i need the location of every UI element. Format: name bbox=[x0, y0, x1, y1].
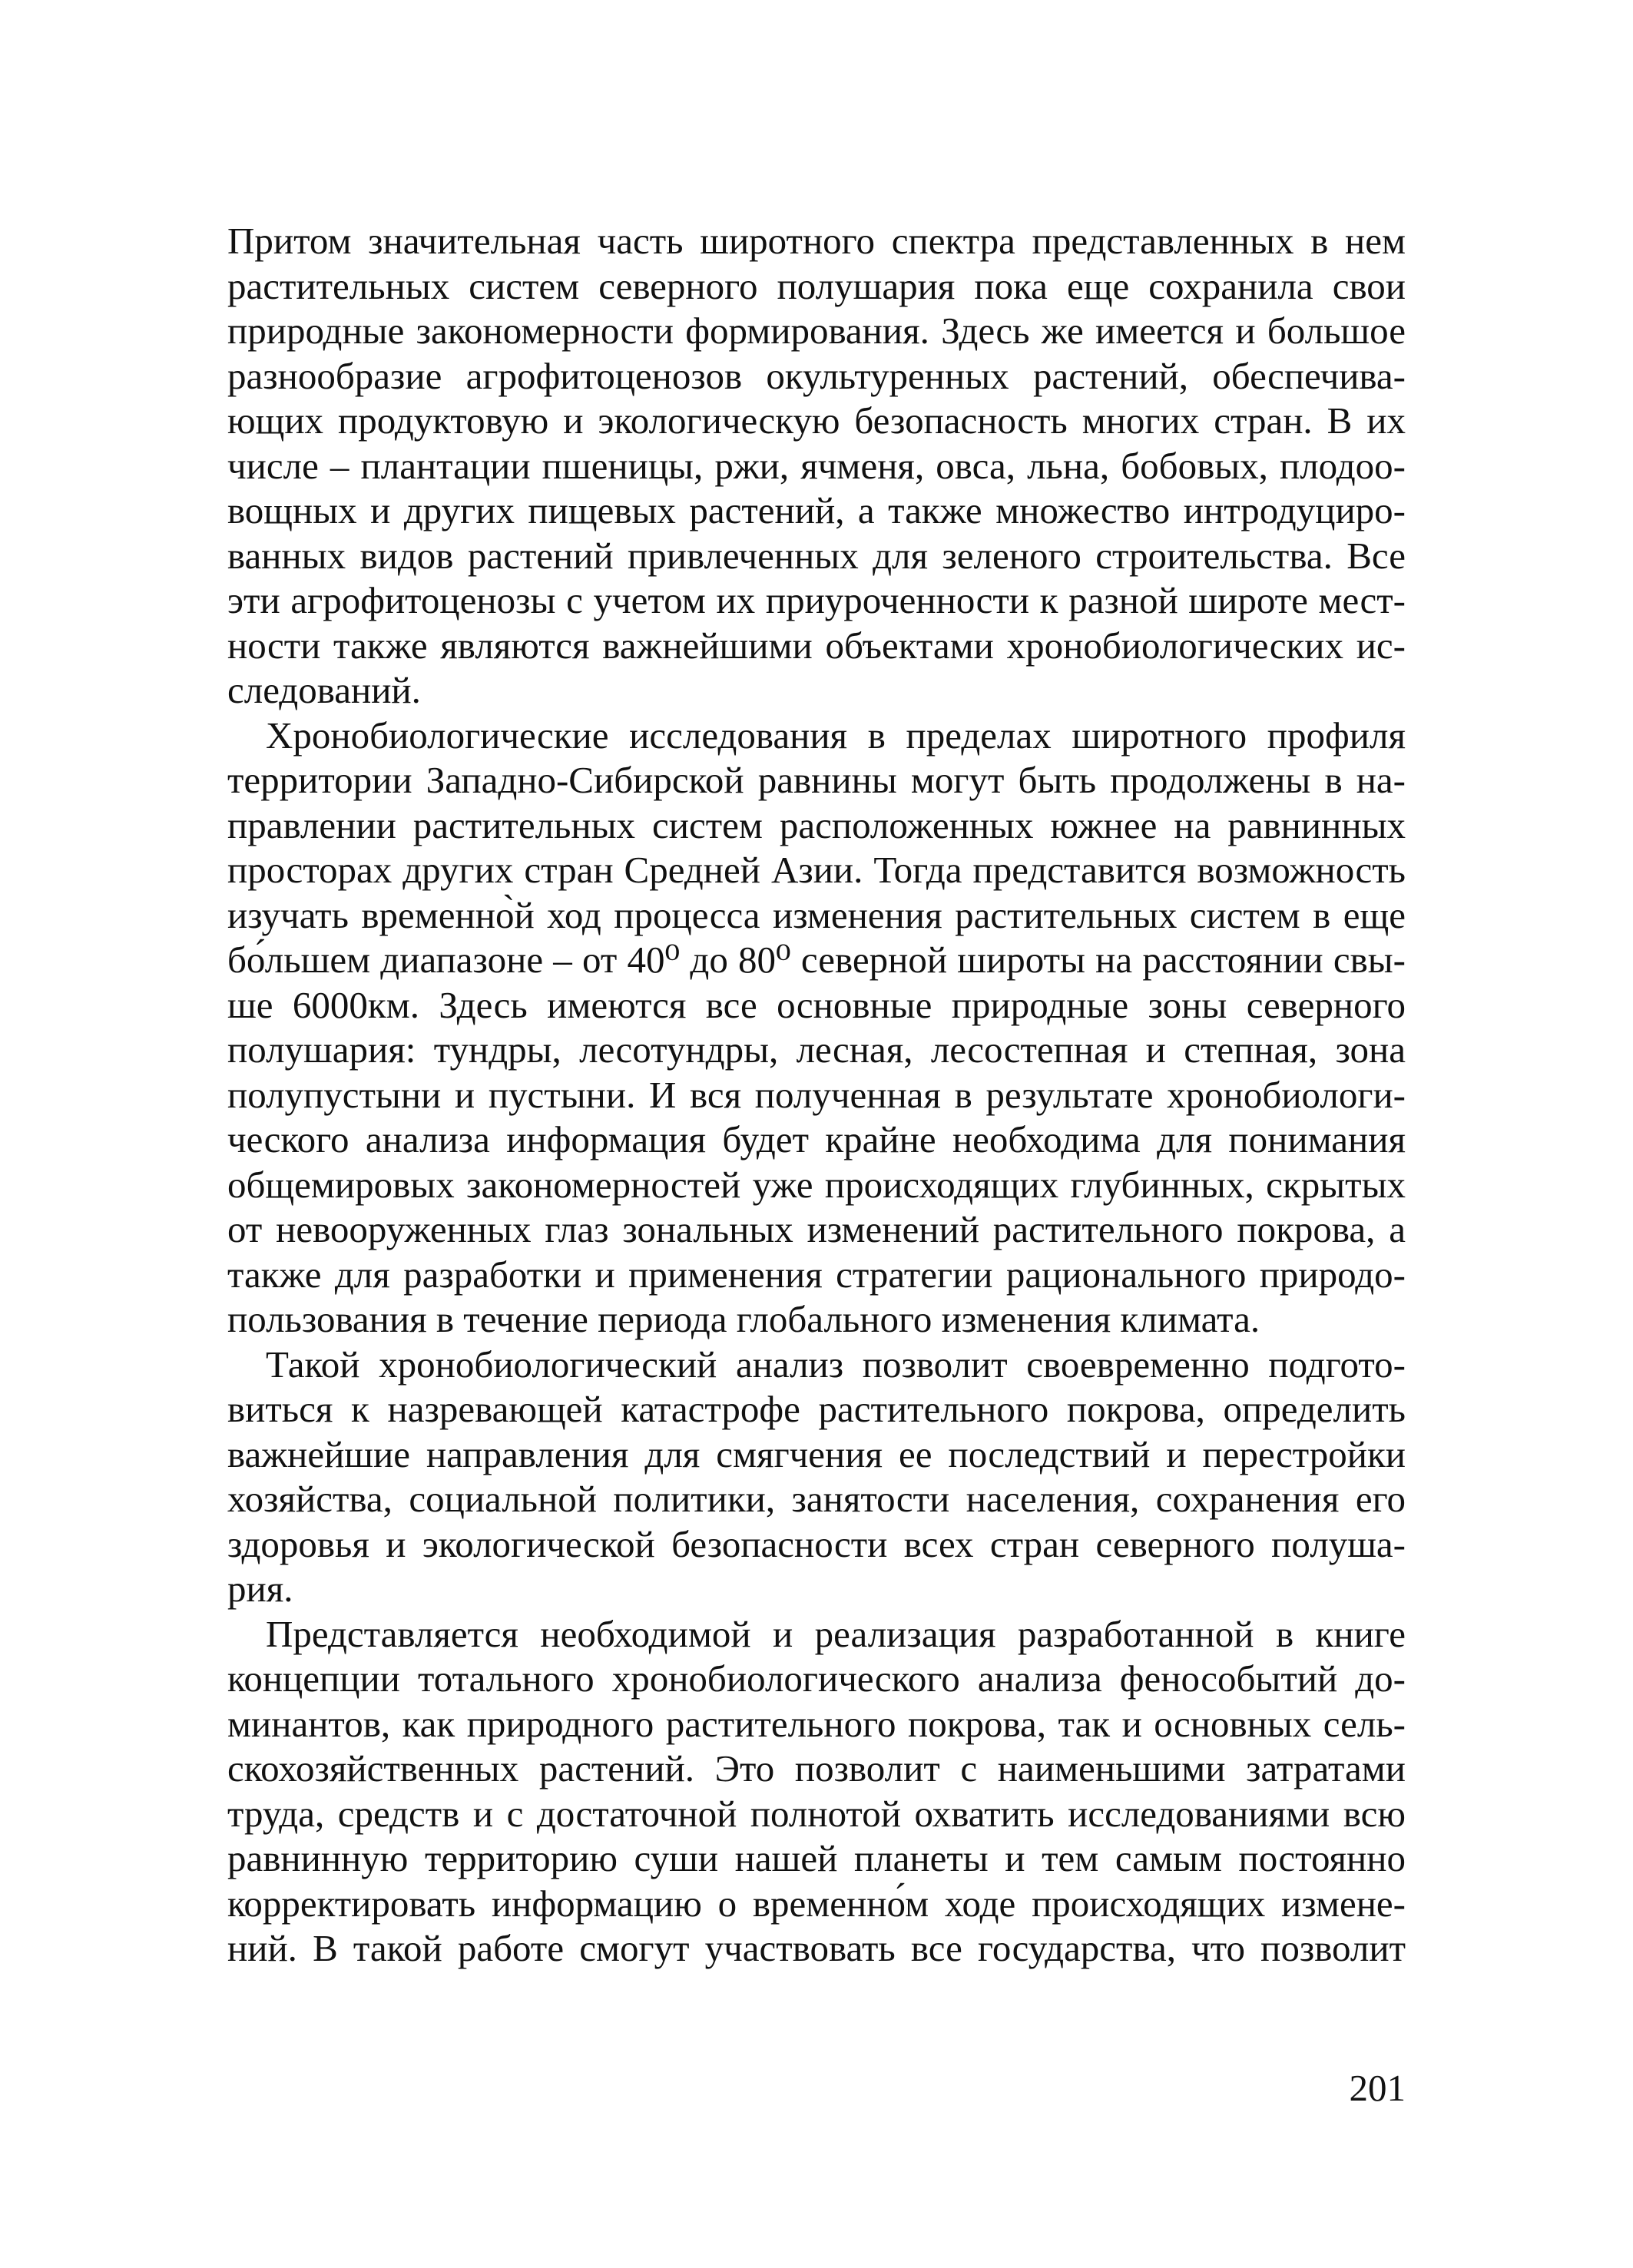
text-line: изучать временно̀й ход процесса изменения растительных систем в еще bbox=[227, 893, 1406, 936]
paragraph bbox=[227, 1612, 1406, 1972]
text-line: территории Западно-Сибирской равнины могут быть продолжены в на- bbox=[227, 759, 1406, 801]
text-line: здоровья и экологической безопасности всех стран северного полуша- bbox=[227, 1522, 1406, 1565]
text-line: от невооруженных глаз зональных изменений растительного покрова, а bbox=[227, 1208, 1406, 1250]
text-line: разнообразие агрофитоценозов окультуренных растений, обеспечива- bbox=[227, 354, 1406, 397]
text-line: важнейшие направления для смягчения ее последствий и перестройки bbox=[227, 1432, 1406, 1475]
text-line: числе – плантации пшеницы, ржи, ячменя, овса, льна, бобовых, плодоо- bbox=[227, 444, 1406, 487]
text-line: хозяйства, социальной политики, занятости населения, сохранения его bbox=[227, 1478, 1406, 1520]
text-line: ний. В такой работе смогут участвовать все государства, что позволит bbox=[227, 1927, 1406, 1969]
text-line: минантов, как природного растительного покрова, так и основных сель- bbox=[227, 1702, 1406, 1745]
text-line: природные закономерности формирования. Здесь же имеется и большое bbox=[227, 310, 1406, 352]
text-line: Притом значительная часть широтного спектра представленных в нем bbox=[227, 220, 1406, 262]
text-line: равнинную территорию суши нашей планеты и тем самым постоянно bbox=[227, 1837, 1406, 1879]
text-line: бо́льшем диапазоне – от 40⁰ до 80⁰ северной широты на расстоянии свы- bbox=[227, 939, 1406, 981]
paragraph bbox=[227, 714, 1406, 1343]
text-line: ческого анализа информация будет крайне необходима для понимания bbox=[227, 1118, 1406, 1160]
text-line: рия. bbox=[227, 1568, 293, 1610]
text-line: правлении растительных систем расположенных южнее на равнинных bbox=[227, 803, 1406, 846]
text-line: Такой хронобиологический анализ позволит своевременно подгото- bbox=[266, 1343, 1406, 1386]
page-body-text bbox=[227, 219, 1406, 1972]
text-line: следований. bbox=[227, 669, 421, 711]
text-line: ющих продуктовую и экологическую безопасность многих стран. В их bbox=[227, 399, 1406, 442]
text-line: ванных видов растений привлеченных для зеленого строительства. Все bbox=[227, 534, 1406, 577]
text-line: концепции тотального хронобиологического анализа фенособытий до- bbox=[227, 1657, 1406, 1700]
text-line: Представляется необходимой и реализация разработанной в книге bbox=[266, 1612, 1406, 1655]
text-line: также для разработки и применения стратегии рационального природо- bbox=[227, 1253, 1406, 1296]
text-line: просторах других стран Средней Азии. Тогда представится возможность bbox=[227, 849, 1406, 891]
text-line: вощных и других пищевых растений, а также множество интродуциро- bbox=[227, 489, 1406, 531]
text-line: Хронобиологические исследования в пределах широтного профиля bbox=[266, 714, 1406, 757]
text-line: полупустыни и пустыни. И вся полученная в результате хронобиологи- bbox=[227, 1073, 1406, 1116]
text-line: труда, средств и с достаточной полнотой охватить исследованиями всю bbox=[227, 1792, 1406, 1835]
text-line: ности также являются важнейшими объектами хронобиологических ис- bbox=[227, 624, 1406, 667]
text-line: растительных систем северного полушария пока еще сохранила свои bbox=[227, 264, 1406, 307]
paragraph bbox=[227, 219, 1406, 714]
text-line: виться к назревающей катастрофе растительного покрова, определить bbox=[227, 1388, 1406, 1430]
page-number: 201 bbox=[1349, 2067, 1406, 2109]
text-line: корректировать информацию о временно́м ходе происходящих измене- bbox=[227, 1882, 1406, 1925]
text-line: эти агрофитоценозы с учетом их приуроченности к разной широте мест- bbox=[227, 579, 1406, 621]
text-line: ше 6000км. Здесь имеются все основные природные зоны северного bbox=[227, 983, 1406, 1026]
text-line: полушария: тундры, лесотундры, лесная, лесостепная и степная, зона bbox=[227, 1028, 1406, 1071]
text-line: общемировых закономерностей уже происходящих глубинных, скрытых bbox=[227, 1163, 1406, 1206]
paragraph bbox=[227, 1343, 1406, 1612]
text-line: скохозяйственных растений. Это позволит с наименьшими затратами bbox=[227, 1747, 1406, 1790]
text-line: пользования в течение периода глобального изменения климата. bbox=[227, 1298, 1260, 1340]
